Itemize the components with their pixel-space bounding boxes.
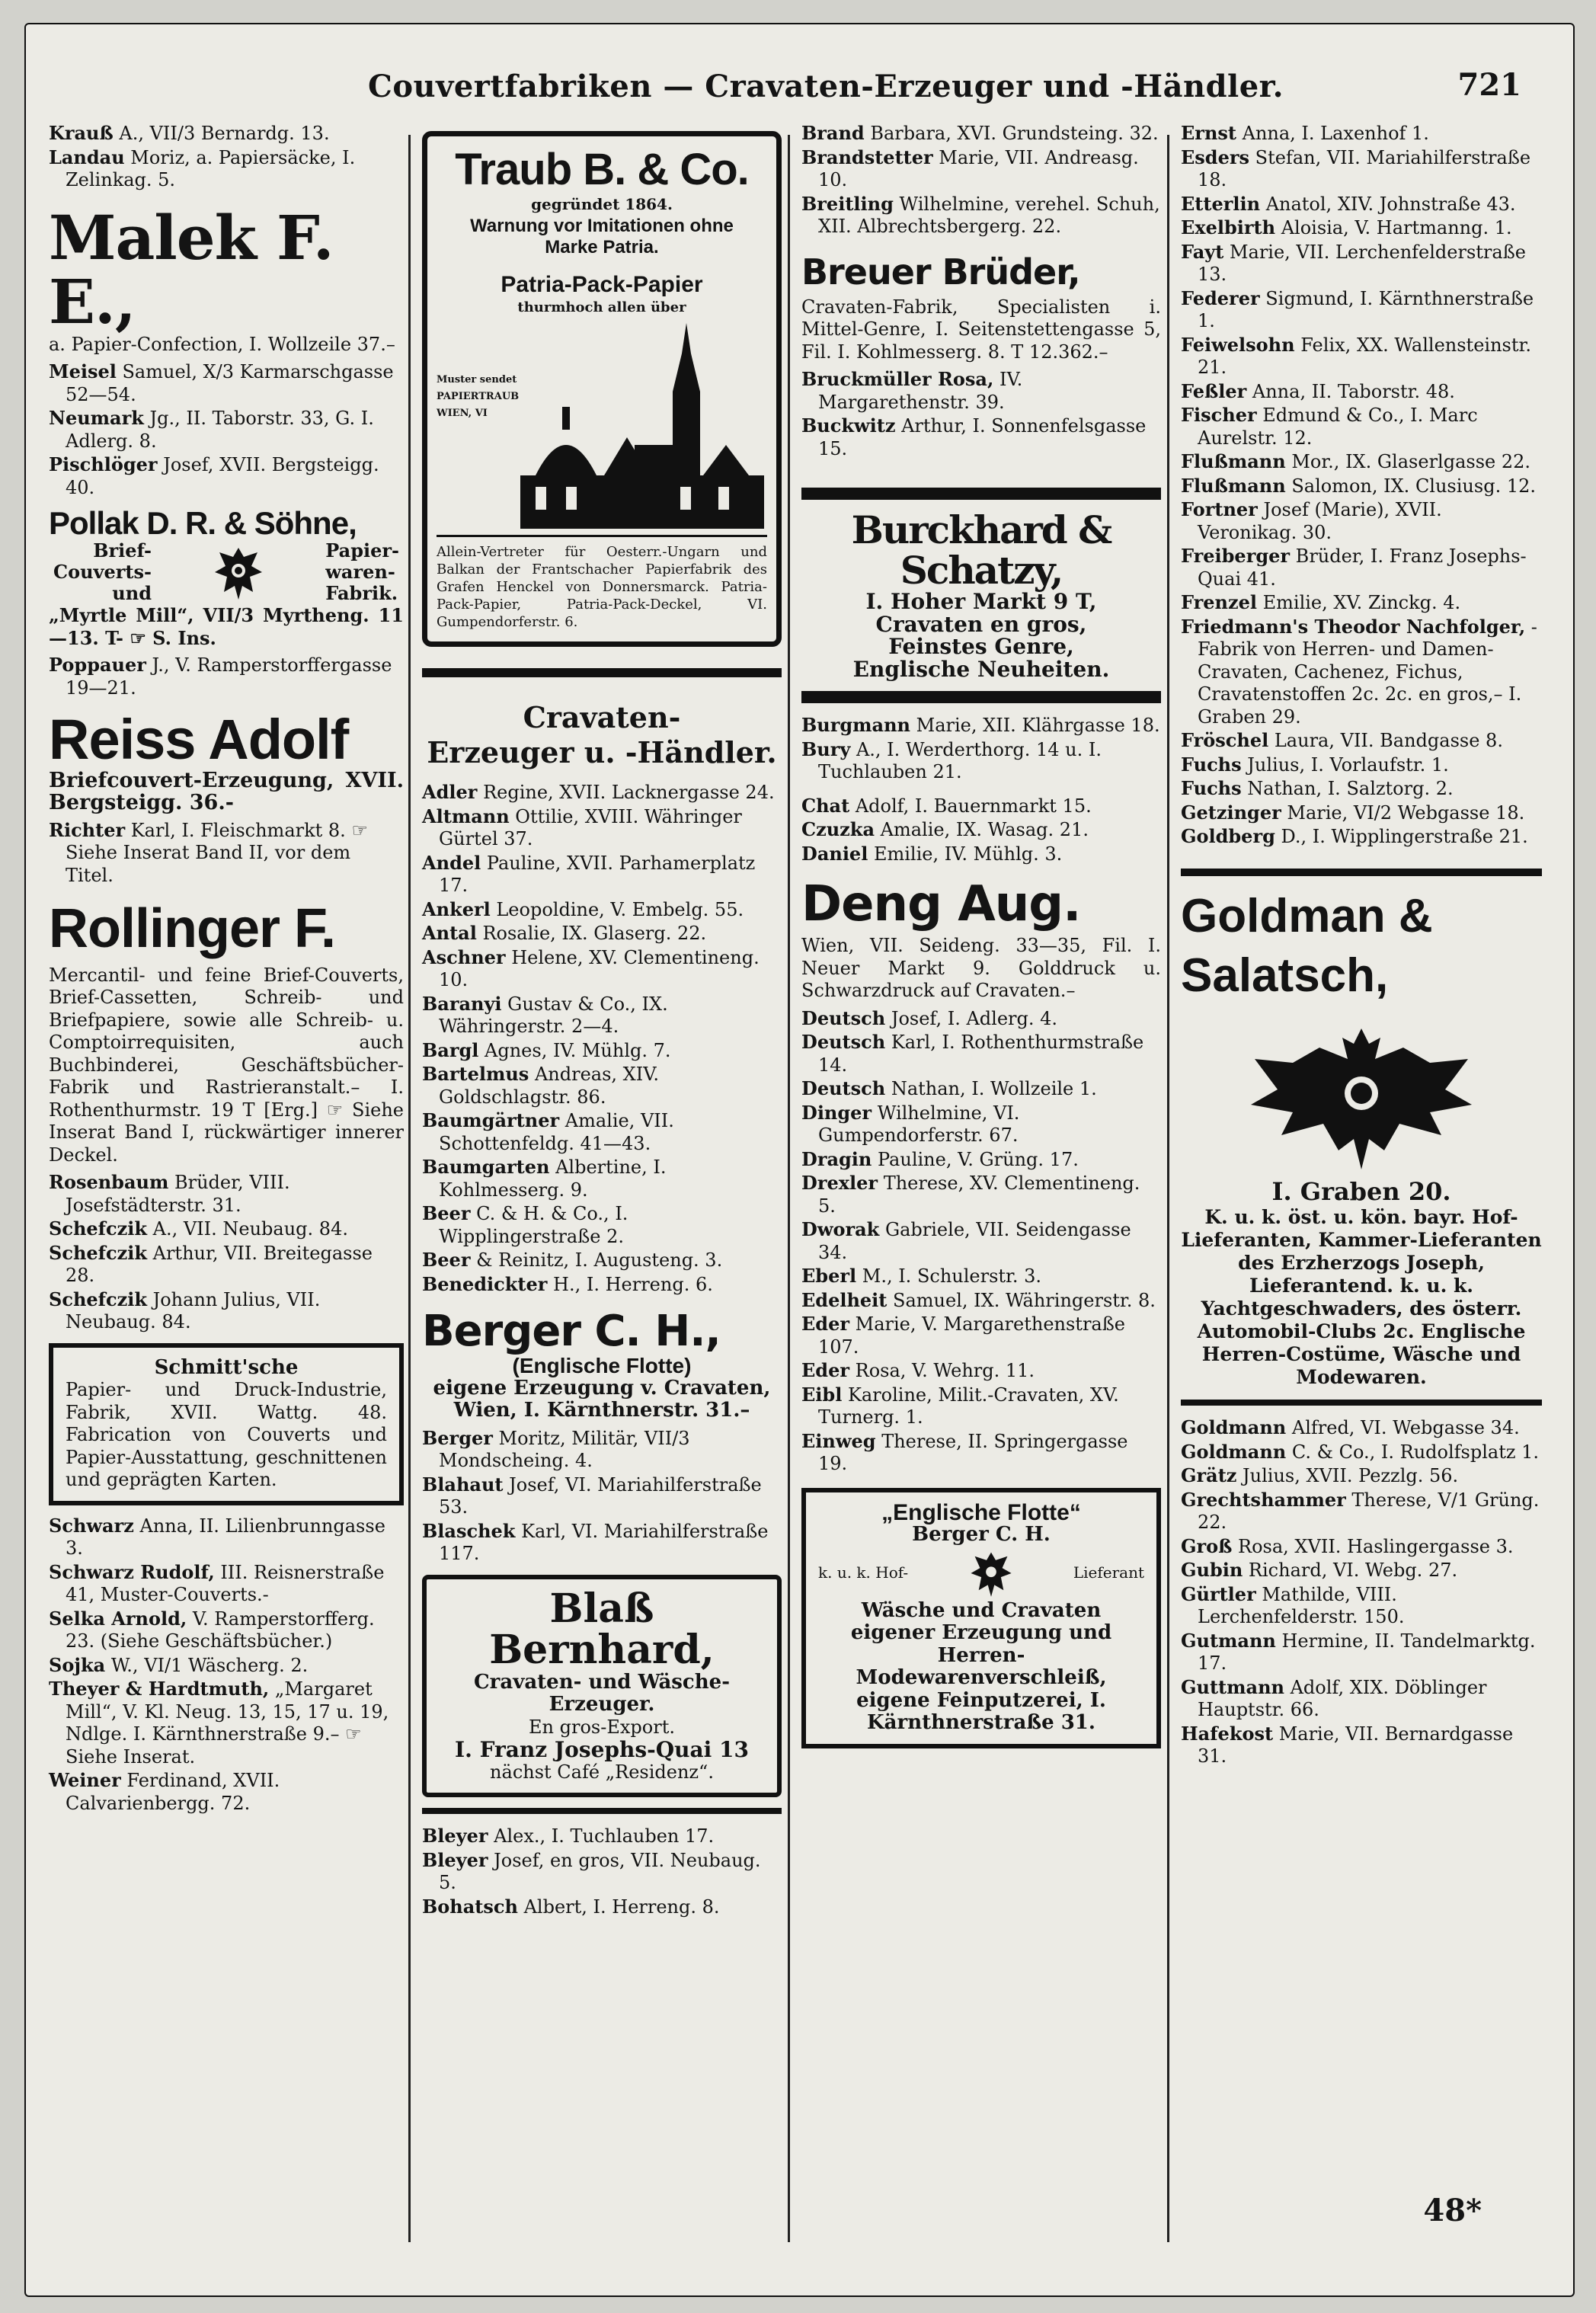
section-heading: Cravaten- Erzeuger u. -Händler. <box>427 700 777 770</box>
listing-entry: Bargl Agnes, IV. Mühlg. 7. <box>422 1038 671 1061</box>
double-eagle-icon <box>1247 1021 1476 1173</box>
listing-entry: Selka Arnold, V. Ramperstorfferg. 23. (Siehe Geschäftsbücher.) <box>49 1607 375 1652</box>
goldman-ad-text: K. u. k. öst. u. kön. bayr. Hof-Lieferanten, Kammer-Lieferanten des Erzherzogs Joseph, Lieferantend. k. u. k. Yachtgeschwaders, des österr. Automobil-Clubs 2c. Englische Herren-Costüme, Wäsche und Modewaren. <box>1181 1206 1542 1388</box>
listing-entry: Pischlöger Josef, XVII. Bergsteigg. 40. <box>49 453 379 498</box>
listing-entry: Adler Regine, XVII. Lacknergasse 24. <box>422 781 775 804</box>
listing-entry: Schefczik Arthur, VII. Breitegasse 28. <box>49 1241 373 1287</box>
listing-entry: Blaschek Karl, VI. Mariahilferstraße 117. <box>422 1519 769 1565</box>
burckhard-ad-line: I. Hoher Markt 9 T, <box>865 589 1097 615</box>
listing-entry: Feiwelsohn Felix, XX. Wallensteinstr. 21. <box>1181 333 1531 378</box>
listing-entry: Deutsch Nathan, I. Wollzeile 1. <box>801 1077 1097 1100</box>
section-divider <box>801 691 1161 703</box>
page-footer-signature: 48* <box>1423 2193 1482 2228</box>
listing-entry: Friedmann's Theodor Nachfolger, -Fabrik von Herren- und Damen-Cravaten, Cachenez, Fichus, Cravatenstoffen 2c. 2c. en gros,– I. Graben 29. <box>1181 615 1537 728</box>
listing-entry: Benedickter H., I. Herreng. 6. <box>422 1272 713 1295</box>
listing-entry: Gutmann Hermine, II. Tandelmarktg. 17. <box>1181 1629 1536 1674</box>
blass-ad-line: nächst Café „Residenz“. <box>490 1761 714 1783</box>
listing-entry: Chat Adolf, I. Bauernmarkt 15. <box>801 794 1092 817</box>
listing-entry: Czuzka Amalie, IX. Wasag. 21. <box>801 818 1089 841</box>
section-divider <box>801 488 1161 500</box>
listing-entry: Daniel Emilie, IV. Mühlg. 3. <box>801 842 1063 865</box>
listing-entry: Breitling Wilhelmine, verehel. Schuh, XII. Albrechtsbergerg. 22. <box>801 192 1160 237</box>
listing-entry: Blahaut Josef, VI. Mariahilferstraße 53. <box>422 1473 762 1518</box>
goldman-ad-name: Goldman & Salatsch, <box>1181 889 1433 1002</box>
listing-entry: Edelheit Samuel, IX. Währingerstr. 8. <box>801 1288 1156 1311</box>
listing-entry: Guttmann Adolf, XIX. Döblinger Hauptstr. 66. <box>1181 1675 1487 1720</box>
listing-entry: Schwarz Anna, II. Lilienbrunngasse 3. <box>49 1514 385 1560</box>
burckhard-ad-line: Feinstes Genre, <box>888 634 1074 660</box>
listing-entry: Fuchs Julius, I. Vorlaufstr. 1. <box>1181 753 1449 776</box>
flotte-ad-name: Berger C. H. <box>912 1523 1051 1547</box>
section-divider <box>422 1808 782 1814</box>
listing-entry: Sojka W., VI/1 Wäscherg. 2. <box>49 1653 309 1676</box>
section-divider <box>422 668 782 677</box>
malek-ad-name: Malek F. E., <box>49 201 334 338</box>
listing-entry: Exelbirth Aloisia, V. Hartmanng. 1. <box>1181 216 1512 238</box>
traub-ad-patria: Patria-Pack-Papier <box>501 272 703 298</box>
column-3 <box>801 122 1161 1758</box>
schmitt-ad-title: Schmitt'sche <box>154 1355 299 1379</box>
traub-ad-text: Allein-Vertreter für Oesterr.-Ungarn und Balkan der Frantschacher Papierfabrik des Grafen Henckel von Donnersmarck. Patria-Pack-Papier, Patria-Pack-Deckel, VI. Gumpendorferstr. 6. <box>437 535 767 631</box>
schmitt-ad-box <box>49 1343 404 1505</box>
column-rule <box>788 135 790 2242</box>
listing-entry: Flußmann Mor., IX. Glaserlgasse 22. <box>1181 450 1531 472</box>
blass-ad-line: I. Franz Josephs-Quai 13 <box>455 1737 749 1763</box>
listing-entry: Freiberger Brüder, I. Franz Josephs-Quai 41. <box>1181 545 1527 590</box>
traub-ad-illustration: Muster sendet PAPIERTRAUB WIEN, VI <box>437 323 767 529</box>
listing-entry: Schwarz Rudolf, III. Reisnerstraße 41, Muster-Couverts.- <box>49 1560 385 1606</box>
listing-entry: Ankerl Leopoldine, V. Embelg. 55. <box>422 897 744 920</box>
burckhard-ad-name: Burckhard & Schatzy, <box>851 507 1111 593</box>
pollak-ad-name: Pollak D. R. & Söhne, <box>49 505 357 541</box>
listing-entry: Schefczik A., VII. Neubaug. 84. <box>49 1217 348 1240</box>
listing-entry: Goldberg D., I. Wipplingerstraße 21. <box>1181 825 1528 847</box>
flotte-ad-title: „Englische Flotte“ <box>881 1499 1081 1525</box>
berger-ad-text: eigene Erzeugung v. Cravaten, Wien, I. Kärnthnerstr. 31.– <box>433 1376 771 1422</box>
listing-entry: Beer C. & H. & Co., I. Wipplingerstraße 2. <box>422 1202 628 1247</box>
listing-entry: Berger Moritz, Militär, VII/3 Mondscheing. 4. <box>422 1426 690 1472</box>
listing-entry: Dinger Wilhelmine, VI. Gumpendorferstr. 67. <box>801 1101 1020 1147</box>
flotte-ad-text: Wäsche und Cravaten eigener Erzeugung und Herren-Modewarenverschleiß, eigene Feinputzerei, I. Kärnthnerstraße 31. <box>850 1598 1112 1735</box>
listing-entry: Poppauer J., V. Ramperstorffergasse 19—21. <box>49 654 392 699</box>
column-2 <box>422 122 782 1919</box>
cathedral-illustration-icon <box>520 323 764 529</box>
listing-entry: Goldmann C. & Co., I. Rudolfsplatz 1. <box>1181 1440 1540 1463</box>
listing-entry: Buckwitz Arthur, I. Sonnenfelsgasse 15. <box>801 414 1147 459</box>
breuer-ad-text: Cravaten-Fabrik, Specialisten i. Mittel-Genre, I. Seitenstettengasse 5, Fil. I. Kohlmesserg. 8. T 12.362.– <box>801 296 1161 363</box>
berger-ad-subtitle: (Englische Flotte) <box>512 1354 692 1378</box>
traub-ad-founded: gegründet 1864. <box>531 194 673 213</box>
listing-entry: Flußmann Salomon, IX. Clusiusg. 12. <box>1181 474 1536 497</box>
listing-entry: Fischer Edmund & Co., I. Marc Aurelstr. 12. <box>1181 404 1478 449</box>
traub-ad-name: Traub B. & Co. <box>455 145 749 194</box>
directory-page <box>24 23 1575 2297</box>
listing-entry: Fayt Marie, VII. Lerchenfelderstraße 13. <box>1181 240 1526 285</box>
burckhard-ad-line: Cravaten en gros, <box>875 611 1087 637</box>
listing-entry: Bury A., I. Werderthorg. 14 u. I. Tuchlauben 21. <box>801 737 1102 783</box>
column-rule <box>408 135 411 2242</box>
traub-ad-box <box>422 131 782 647</box>
reiss-ad-text: Briefcouvert-Erzeugung, XVII. Bergsteigg. 36.- <box>49 768 404 815</box>
listing-entry: Aschner Helene, XV. Clementineng. 10. <box>422 945 760 991</box>
schmitt-ad-text: Papier- und Druck-Industrie, Fabrik, XVII. Wattg. 48. Fabrication von Couverts und Papier-Ausstattung, geschnittenen und geprägten Karten. <box>66 1379 387 1491</box>
listing-entry: Gürtler Mathilde, VIII. Lerchenfelderstr. 150. <box>1181 1582 1405 1627</box>
listing-entry: Antal Rosalie, IX. Glaserg. 22. <box>422 922 707 945</box>
page-number: 721 <box>1457 67 1521 103</box>
listing-entry: Weiner Ferdinand, XVII. Calvarienbergg. 72. <box>49 1769 280 1814</box>
listing-entry: Frenzel Emilie, XV. Zinckg. 4. <box>1181 591 1461 613</box>
listing-entry: Andel Pauline, XVII. Parhamerplatz 17. <box>422 851 756 897</box>
section-divider <box>1181 1400 1542 1406</box>
section-divider <box>1181 869 1542 876</box>
listing-entry: Richter Karl, I. Fleischmarkt 8. ☞ Siehe Inserat Band II, vor dem Titel. <box>49 818 368 886</box>
listing-entry: Etterlin Anatol, XIV. Johnstraße 43. <box>1181 192 1516 215</box>
flotte-ad-crest-row: k. u. k. Hof- Lieferant <box>818 1547 1144 1600</box>
listing-entry: Einweg Therese, II. Springergasse 19. <box>801 1429 1128 1475</box>
pollak-ad-text: „Myrtle Mill“, VII/3 Myrtheng. 11—13. T- ☞ S. Ins. <box>49 604 404 649</box>
eagle-crest-icon <box>212 542 265 603</box>
listing-entry: Altmann Ottilie, XVIII. Währinger Gürtel 37. <box>422 805 742 850</box>
listing-entry: Brand Barbara, XVI. Grundsteing. 32. <box>801 122 1159 144</box>
listing-entry: Deutsch Josef, I. Adlerg. 4. <box>801 1006 1058 1029</box>
listing-entry: Beer & Reinitz, I. Augusteng. 3. <box>422 1249 723 1272</box>
listing-entry: Grechtshammer Therese, V/1 Grüng. 22. <box>1181 1488 1540 1533</box>
listing-entry: Groß Rosa, XVII. Haslingergasse 3. <box>1181 1534 1514 1557</box>
listing-entry: Bartelmus Andreas, XIV. Goldschlagstr. 86. <box>422 1063 659 1108</box>
burckhard-ad-line: Englische Neuheiten. <box>852 656 1110 682</box>
listing-entry: Federer Sigmund, I. Kärnthnerstraße 1. <box>1181 286 1534 331</box>
listing-entry: Bleyer Josef, en gros, VII. Neubaug. 5. <box>422 1848 761 1894</box>
listing-entry: Deutsch Karl, I. Rothenthurmstraße 14. <box>801 1031 1144 1076</box>
blass-ad-line: Cravaten- und Wäsche-Erzeuger. <box>473 1670 731 1716</box>
eagle-crest-icon <box>968 1547 1014 1600</box>
listing-entry: Baumgärtner Amalie, VII. Schottenfeldg. 41—43. <box>422 1109 674 1154</box>
listing-entry: Fröschel Laura, VII. Bandgasse 8. <box>1181 729 1503 751</box>
blass-ad-line: En gros-Export. <box>529 1716 675 1738</box>
column-rule <box>1167 135 1169 2242</box>
goldman-ad-address: I. Graben 20. <box>1271 1176 1451 1206</box>
listing-entry: Fuchs Nathan, I. Salztorg. 2. <box>1181 777 1454 799</box>
listing-entry: Bruckmüller Rosa, IV. Margarethenstr. 39. <box>801 368 1023 413</box>
malek-ad-text: a. Papier-Confection, I. Wollzeile 37.– <box>49 333 395 355</box>
listing-entry: Neumark Jg., II. Taborstr. 33, G. I. Adlerg. 8. <box>49 407 374 452</box>
listing-entry: Goldmann Alfred, VI. Webgasse 34. <box>1181 1416 1520 1438</box>
listing-entry: Schefczik Johann Julius, VII. Neubaug. 84. <box>49 1288 321 1333</box>
listing-entry: Feßler Anna, II. Taborstr. 48. <box>1181 379 1455 402</box>
listing-entry: Dragin Pauline, V. Grüng. 17. <box>801 1147 1079 1170</box>
listing-entry: Krauß A., VII/3 Bernardg. 13. <box>49 122 330 144</box>
listing-entry: Drexler Therese, XV. Clementineng. 5. <box>801 1172 1140 1217</box>
listing-entry: Getzinger Marie, VI/2 Webgasse 18. <box>1181 801 1525 824</box>
listing-entry: Theyer & Hardtmuth, „Margaret Mill“, V. Kl. Neug. 13, 15, 17 u. 19, Ndlge. I. Kärnthnerstraße 9.– ☞ Siehe Inserat. <box>49 1678 389 1768</box>
rollinger-ad-name: Rollinger F. <box>49 898 336 960</box>
listing-entry: Ernst Anna, I. Laxenhof 1. <box>1181 122 1429 144</box>
listing-entry: Brandstetter Marie, VII. Andreasg. 10. <box>801 146 1139 190</box>
listing-entry: Eder Rosa, V. Wehrg. 11. <box>801 1359 1035 1382</box>
blass-ad-box <box>422 1575 782 1798</box>
listing-entry: Landau Moriz, a. Papiersäcke, I. Zelinkag. 5. <box>49 146 356 190</box>
traub-ad-warning: Warnung vor Imitationen ohne Marke Patria. <box>470 216 734 258</box>
breuer-ad-name: Breuer Brüder, <box>801 251 1080 293</box>
column-1 <box>49 122 404 1816</box>
goldman-ad-crest <box>1181 1021 1542 1173</box>
page-header: Couvertfabriken — Cravaten-Erzeuger und -Händler. <box>367 69 1284 104</box>
listing-entry: Baumgarten Albertine, I. Kohlmesserg. 9. <box>422 1156 667 1201</box>
listing-entry: Burgmann Marie, XII. Klährgasse 18. <box>801 714 1160 737</box>
listing-entry: Hafekost Marie, VII. Bernardgasse 31. <box>1181 1722 1514 1767</box>
traub-ad-tower: thurmhoch allen über <box>517 299 686 315</box>
listing-entry: Bleyer Alex., I. Tuchlauben 17. <box>422 1825 715 1848</box>
pollak-ad-body: Brief- Couverts- und Papier- waren- Fabrik. <box>53 539 399 605</box>
column-4 <box>1181 122 1542 1769</box>
deng-ad-text: Wien, VII. Seideng. 33—35, Fil. I. Neuer Markt 9. Golddruck u. Schwarzdruck auf Cravaten.– <box>801 935 1161 1002</box>
listing-entry: Dworak Gabriele, VII. Seidengasse 34. <box>801 1218 1131 1263</box>
listing-entry: Eibl Karoline, Milit.-Cravaten, XV. Turnerg. 1. <box>801 1383 1119 1428</box>
listing-entry: Fortner Josef (Marie), XVII. Veronikag. 30. <box>1181 498 1442 543</box>
listing-entry: Grätz Julius, XVII. Pezzlg. 56. <box>1181 1464 1459 1486</box>
flotte-ad-box <box>801 1488 1161 1748</box>
listing-entry: Eder Marie, V. Margarethenstraße 107. <box>801 1313 1125 1358</box>
blass-ad-name: Blaß Bernhard, <box>489 1585 715 1674</box>
deng-ad-name: Deng Aug. <box>801 876 1081 933</box>
listing-entry: Rosenbaum Brüder, VIII. Josefstädterstr. 31. <box>49 1171 290 1216</box>
listing-entry: Meisel Samuel, X/3 Karmarschgasse 52—54. <box>49 360 394 405</box>
listing-entry: Eberl M., I. Schulerstr. 3. <box>801 1265 1042 1288</box>
listing-entry: Gubin Richard, VI. Webg. 27. <box>1181 1559 1458 1581</box>
listing-entry: Bohatsch Albert, I. Herreng. 8. <box>422 1895 720 1918</box>
rollinger-ad-text: Mercantil- und feine Brief-Couverts, Brief-Cassetten, Schreib- und Briefpapiere, sowie alle Schreib- u. Comptoirrequisiten, auch Buchbinderei, Geschäftsbücher-Fabrik und Rastrieranstalt.– I. Rothenthurmstr. 19 T [Erg.] ☞ Siehe Inserat Band I, rückwärtiger innerer Deckel. <box>49 964 404 1166</box>
berger-ad-name: Berger C. H., <box>422 1307 721 1357</box>
listing-entry: Esders Stefan, VII. Mariahilferstraße 18. <box>1181 146 1531 190</box>
reiss-ad-name: Reiss Adolf <box>49 708 349 772</box>
listing-entry: Baranyi Gustav & Co., IX. Währingerstr. 2—4. <box>422 992 668 1038</box>
